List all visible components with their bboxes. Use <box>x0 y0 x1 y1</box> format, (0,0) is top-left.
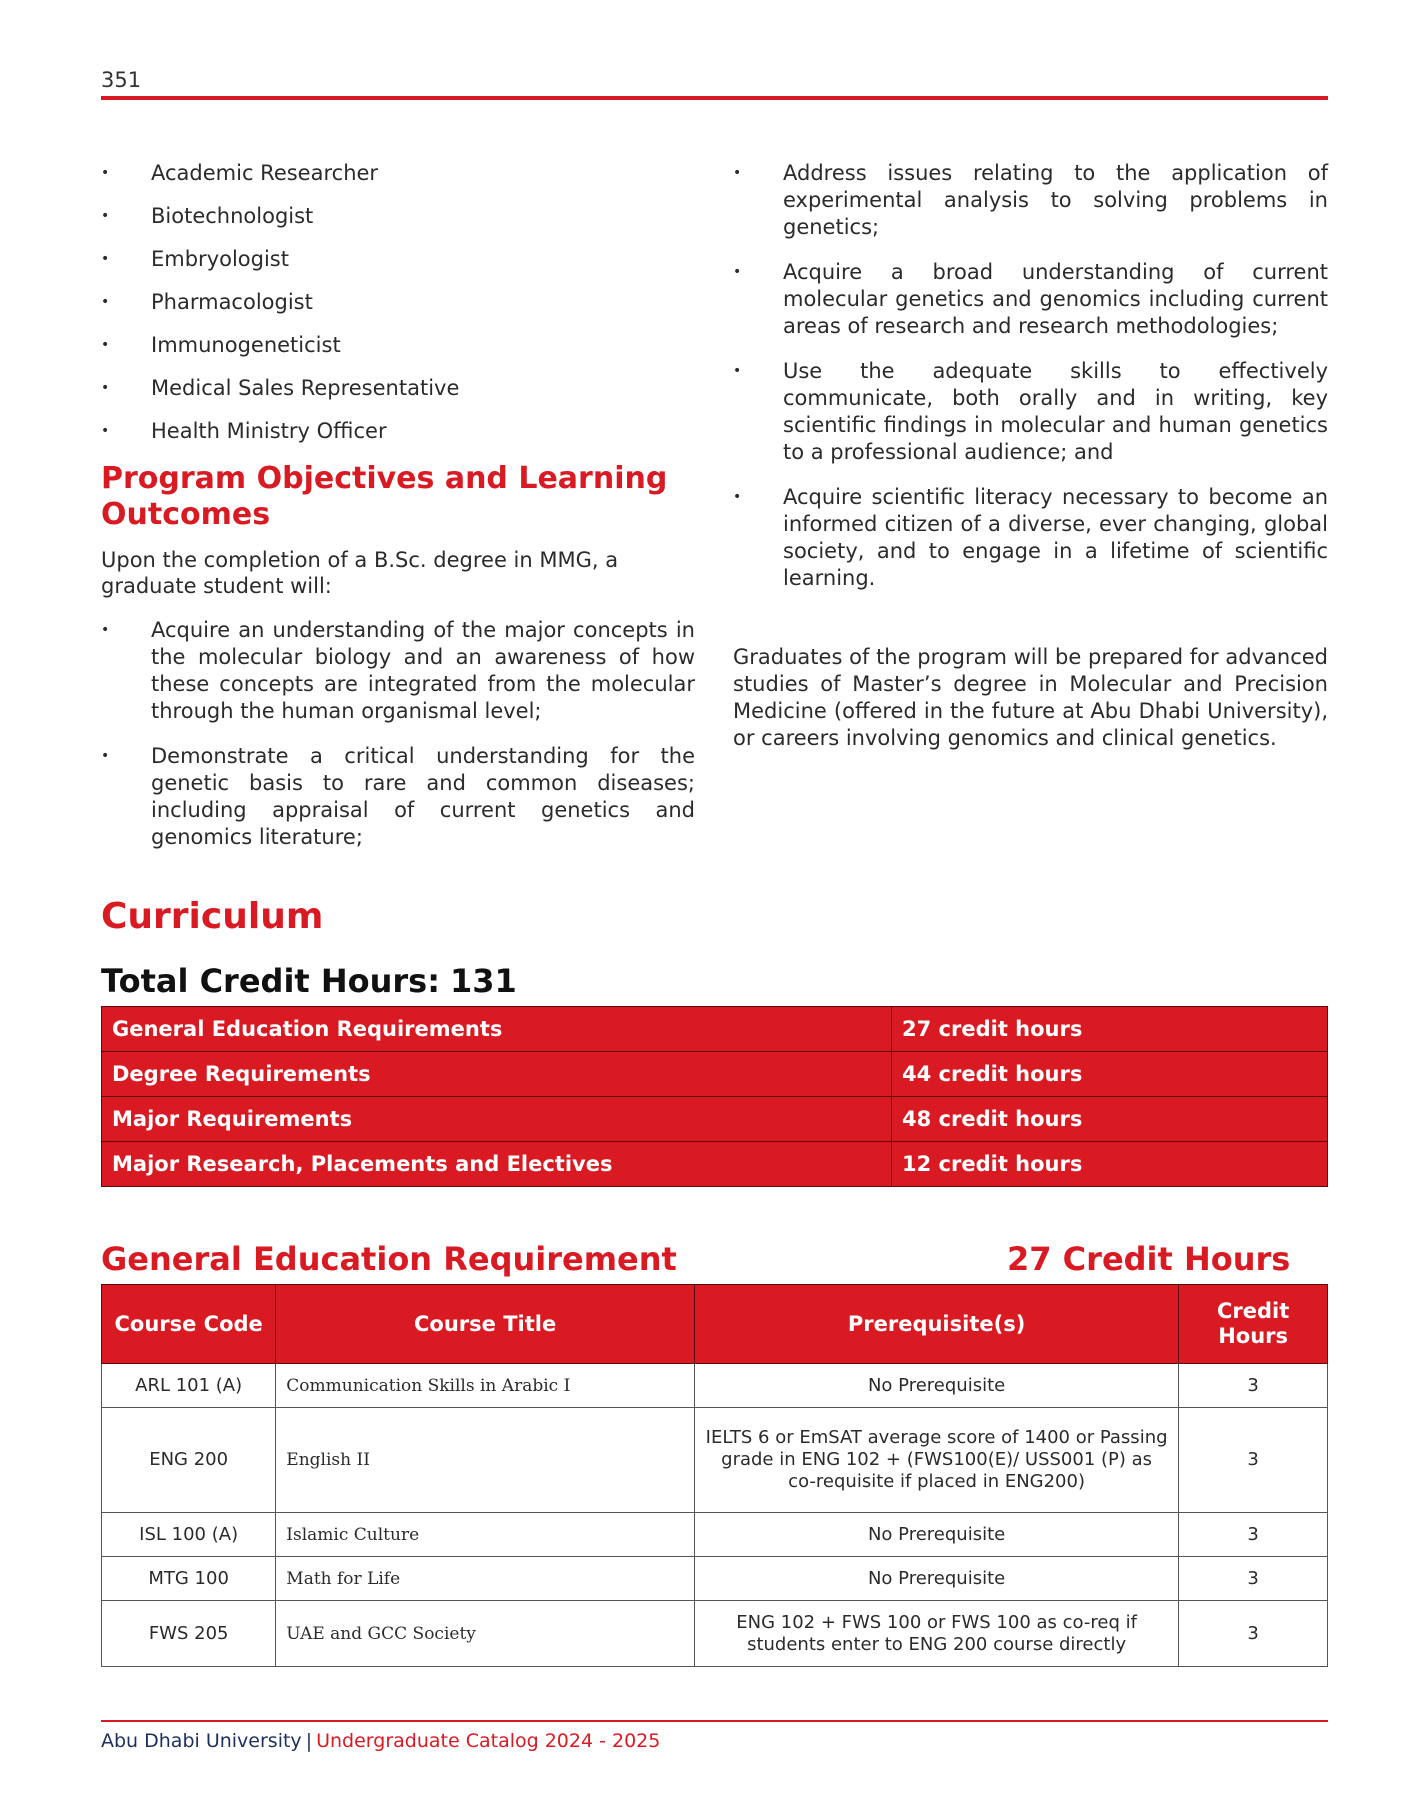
course-title: Communication Skills in Arabic I <box>276 1364 695 1408</box>
graduates-paragraph: Graduates of the program will be prepared for advanced studies of Master’s degree in Molecular and Precision Medicine (offered in the future at Abu Dhabi University), or careers involving genomics and clinical genetics. <box>733 645 1328 750</box>
left-column <box>101 160 695 869</box>
list-item: • Biotechnologist <box>101 203 695 230</box>
list-item: • Address issues relating to the application of experimental analysis to solving problems in genetics; <box>733 160 1328 241</box>
summary-category: Major Research, Placements and Electives <box>102 1142 892 1187</box>
course-prereq: IELTS 6 or EmSAT average score of 1400 or Passing grade in ENG 102 + (FWS100(E)/ USS001 (P) as co-requisite if placed in ENG200) <box>694 1408 1178 1513</box>
course-hours: 3 <box>1179 1601 1328 1667</box>
table-row <box>102 1052 1328 1097</box>
summary-category: Degree Requirements <box>102 1052 892 1097</box>
outcomes-list-left <box>101 617 695 851</box>
course-code: ARL 101 (A) <box>102 1364 276 1408</box>
table-row <box>102 1007 1328 1052</box>
course-title: Math for Life <box>276 1557 695 1601</box>
course-hours: 3 <box>1179 1513 1328 1557</box>
table-row <box>102 1364 1328 1408</box>
header-credit-hours: Credit Hours <box>1179 1285 1328 1364</box>
table-row <box>102 1408 1328 1513</box>
table-row <box>102 1097 1328 1142</box>
list-item: • Use the adequate skills to effectively communicate, both orally and in writing, key scientific findings in molecular and human genetics to a professional audience; and <box>733 358 1328 466</box>
course-code: FWS 205 <box>102 1601 276 1667</box>
summary-hours: 48 credit hours <box>892 1097 1328 1142</box>
course-title: English II <box>276 1408 695 1513</box>
table-header-row <box>102 1285 1328 1364</box>
course-hours: 3 <box>1179 1557 1328 1601</box>
curriculum-title: Curriculum <box>101 896 324 937</box>
course-hours: 3 <box>1179 1364 1328 1408</box>
course-code: ENG 200 <box>102 1408 276 1513</box>
table-row <box>102 1513 1328 1557</box>
credit-summary-table <box>101 1006 1328 1187</box>
list-item: • Acquire scientific literacy necessary to become an informed citizen of a diverse, ever changing, global society, and to engage in a lifetime of scientific learning. <box>733 484 1328 592</box>
list-item: • Academic Researcher <box>101 160 695 187</box>
list-item: • Embryologist <box>101 246 695 273</box>
gen-ed-hours: 27 Credit Hours <box>1007 1240 1291 1278</box>
course-title: UAE and GCC Society <box>276 1601 695 1667</box>
list-item: • Pharmacologist <box>101 289 695 316</box>
total-credit-label: Total Credit Hours: <box>101 962 441 1000</box>
gen-ed-title: General Education Requirement <box>101 1240 677 1278</box>
course-title: Islamic Culture <box>276 1513 695 1557</box>
summary-hours: 44 credit hours <box>892 1052 1328 1097</box>
course-prereq: No Prerequisite <box>694 1364 1178 1408</box>
footer-org: Abu Dhabi University <box>101 1730 302 1752</box>
total-credit-hours <box>101 962 517 1000</box>
course-prereq: ENG 102 + FWS 100 or FWS 100 as co-req if students enter to ENG 200 course directly <box>694 1601 1178 1667</box>
page-number: 351 <box>101 68 142 92</box>
list-item: • Health Ministry Officer <box>101 418 695 445</box>
gen-ed-course-table <box>101 1284 1328 1667</box>
objectives-heading: Program Objectives and Learning Outcomes <box>101 461 668 532</box>
course-code: ISL 100 (A) <box>102 1513 276 1557</box>
footer-separator: | <box>305 1730 313 1752</box>
list-item: • Demonstrate a critical understanding for the genetic basis to rare and common diseases; including appraisal of current genetics and genomics literature; <box>101 743 695 851</box>
right-column <box>733 160 1328 752</box>
summary-category: General Education Requirements <box>102 1007 892 1052</box>
objectives-intro: Upon the completion of a B.Sc. degree in MMG, a graduate student will: <box>101 548 619 598</box>
table-row <box>102 1601 1328 1667</box>
footer-divider <box>101 1720 1328 1722</box>
course-code: MTG 100 <box>102 1557 276 1601</box>
footer-catalog: Undergraduate Catalog 2024 - 2025 <box>316 1730 661 1752</box>
summary-hours: 12 credit hours <box>892 1142 1328 1187</box>
outcomes-list-right <box>733 160 1328 592</box>
careers-list <box>101 160 695 445</box>
header-course-code: Course Code <box>102 1285 276 1364</box>
total-credit-value: 131 <box>450 962 517 1000</box>
summary-hours: 27 credit hours <box>892 1007 1328 1052</box>
summary-category: Major Requirements <box>102 1097 892 1142</box>
list-item: • Acquire an understanding of the major concepts in the molecular biology and an awareness of how these concepts are integrated from the molecular through the human organismal level; <box>101 617 695 725</box>
course-prereq: No Prerequisite <box>694 1513 1178 1557</box>
header-prerequisites: Prerequisite(s) <box>694 1285 1178 1364</box>
course-prereq: No Prerequisite <box>694 1557 1178 1601</box>
header-course-title: Course Title <box>276 1285 695 1364</box>
list-item: • Immunogeneticist <box>101 332 695 359</box>
table-row <box>102 1557 1328 1601</box>
footer <box>101 1730 660 1752</box>
header-divider <box>101 96 1328 100</box>
list-item: • Medical Sales Representative <box>101 375 695 402</box>
list-item: • Acquire a broad understanding of current molecular genetics and genomics including current areas of research and research methodologies; <box>733 259 1328 340</box>
table-row <box>102 1142 1328 1187</box>
course-hours: 3 <box>1179 1408 1328 1513</box>
